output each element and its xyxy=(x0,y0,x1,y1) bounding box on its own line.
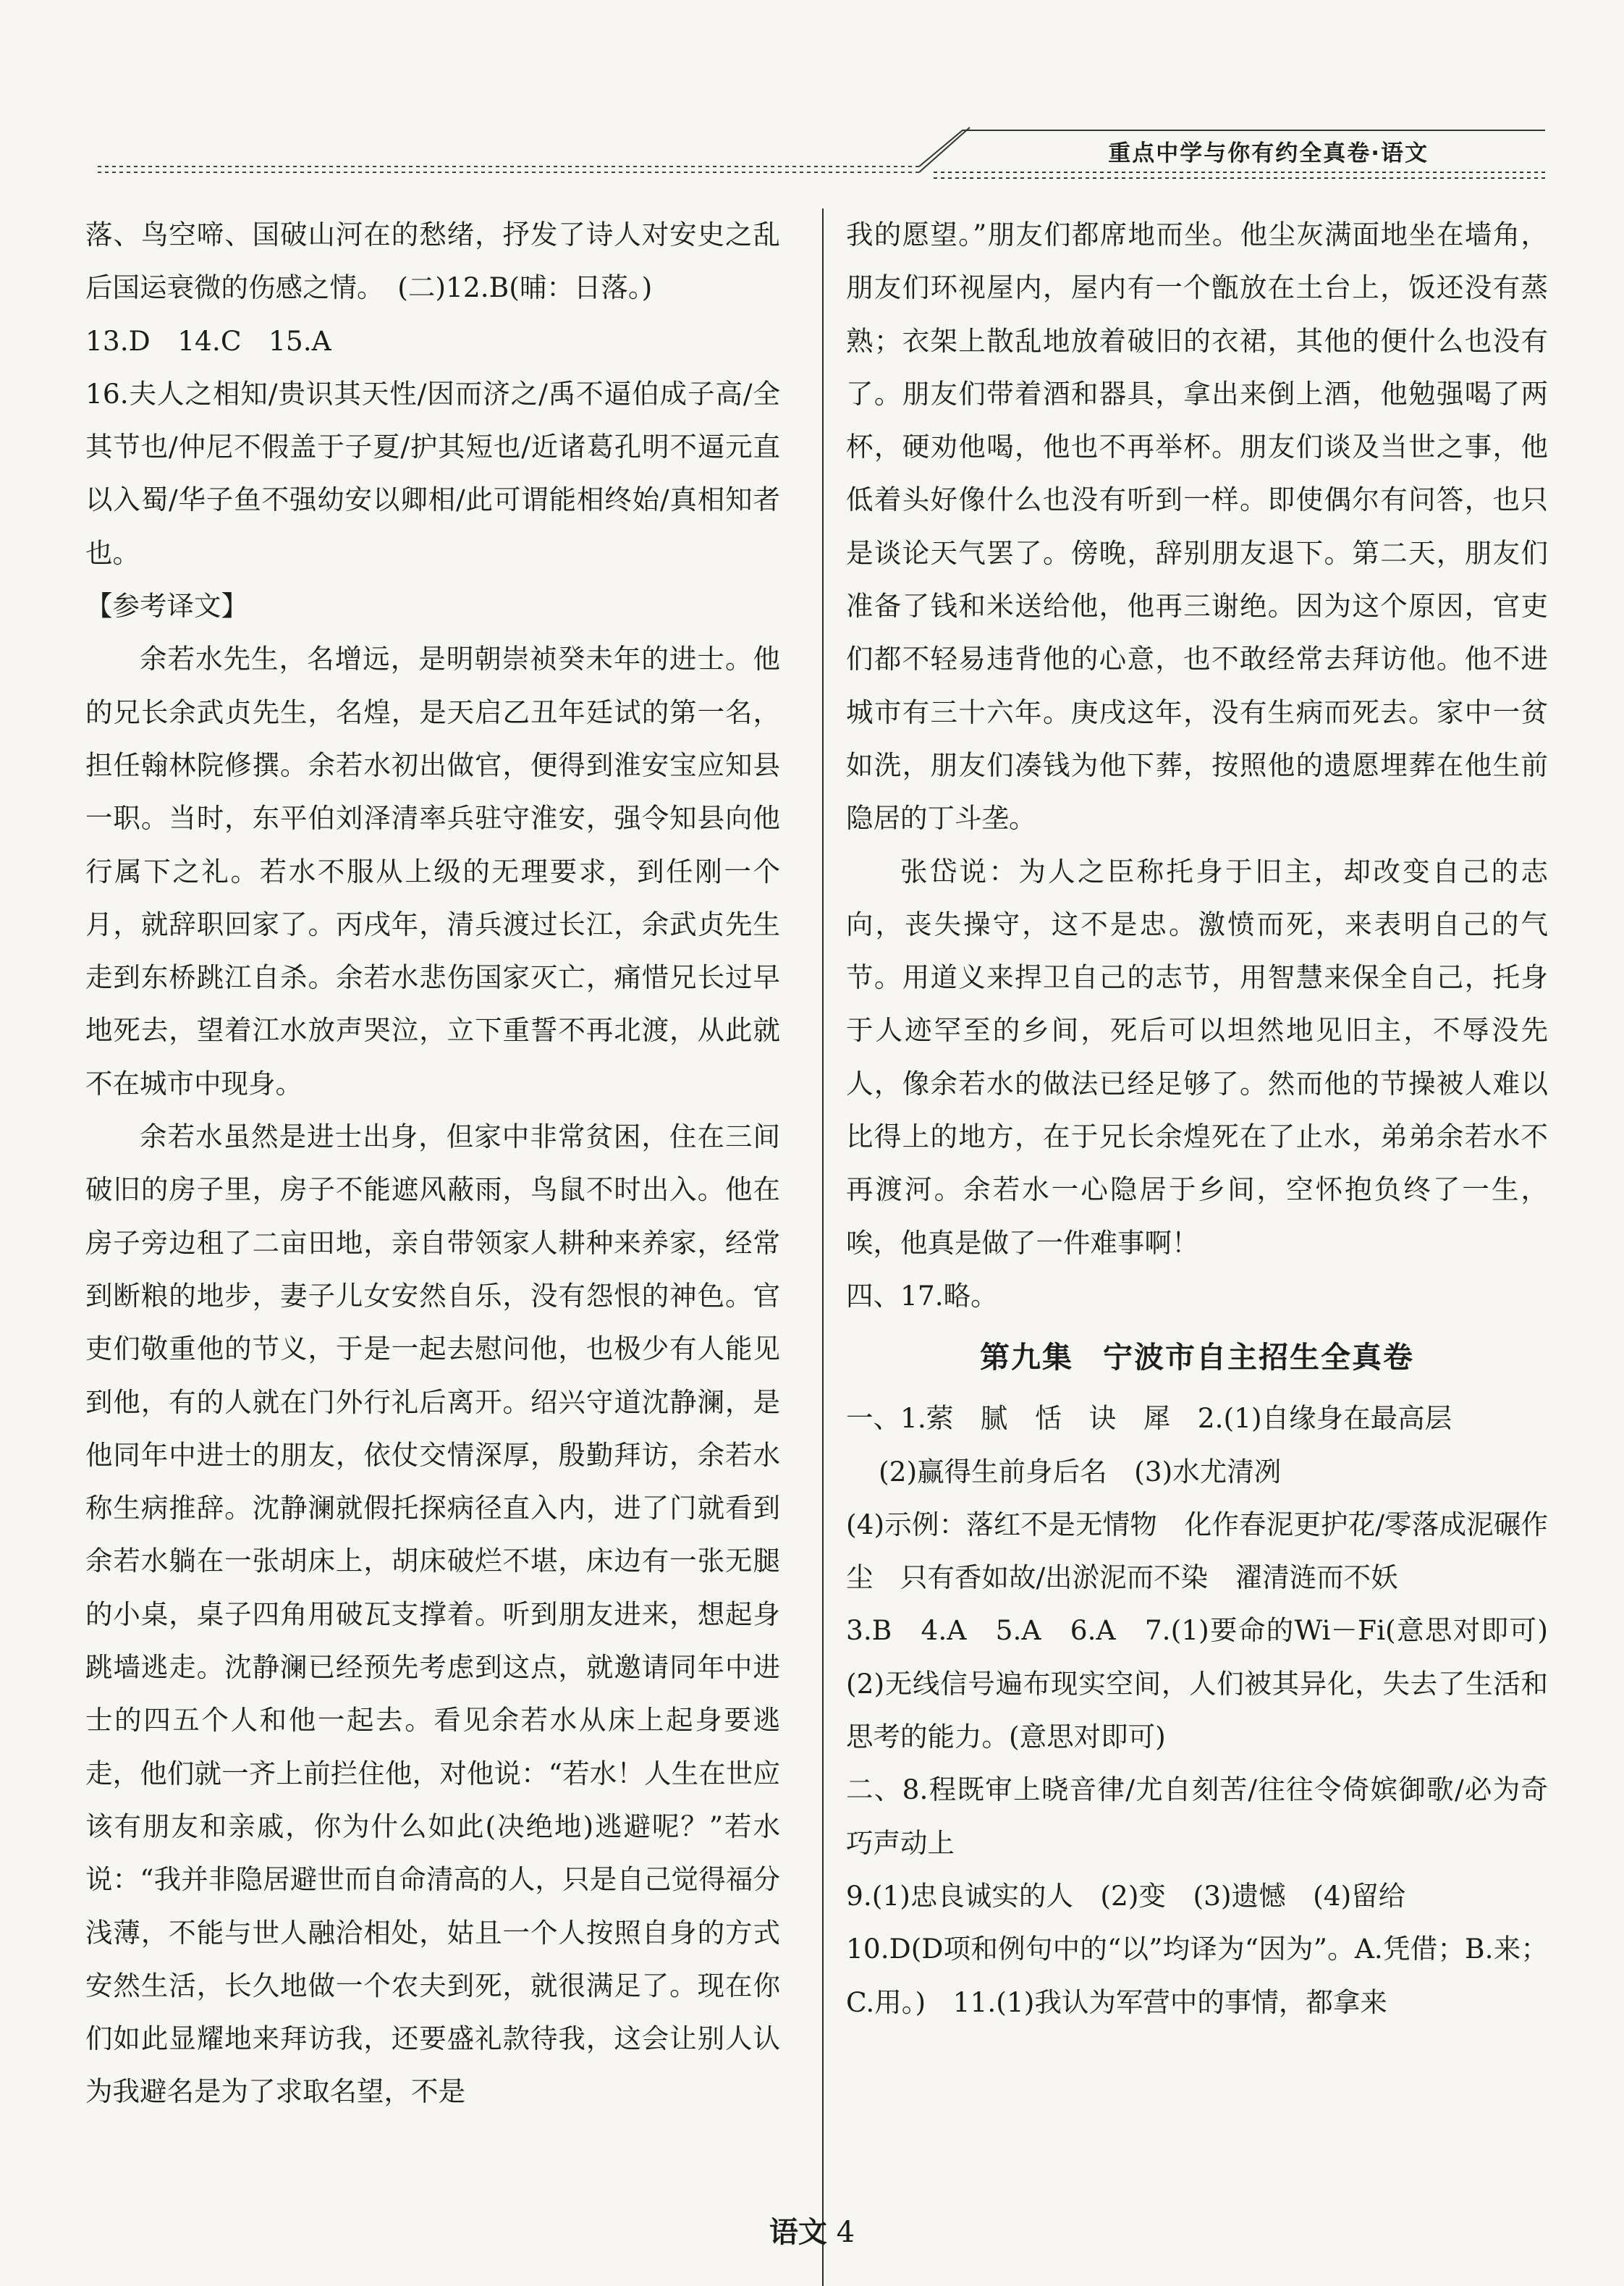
paragraph: 16.夫人之相知/贵识其天性/因而济之/禹不逼伯成子高/全其节也/仲尼不假盖于子夏/护其短也/近诸葛孔明不逼元直以入蜀/华子鱼不强幼安以卿相/此可谓能相终始/真相知者也。 xyxy=(85,377,780,569)
paragraph: (4)示例：落红不是无情物 化作春泥更护花/零落成泥碾作尘 只有香如故/出淤泥而不染 濯清涟而不妖 xyxy=(846,1508,1548,1594)
page-number: 4 xyxy=(836,2216,855,2249)
paragraph: 二、8.程既审上晓音律/尤自刻苦/往往令倚嫔御歌/必为奇巧声动上 xyxy=(846,1773,1548,1859)
left-column xyxy=(85,208,780,2119)
page-footer xyxy=(0,2209,1624,2251)
paragraph: 四、17.略。 xyxy=(846,1279,998,1312)
right-column xyxy=(846,208,1576,2029)
column-divider xyxy=(822,208,824,2286)
section-label: 第九集 xyxy=(980,1340,1073,1375)
section-title xyxy=(846,1323,1548,1392)
footer-subject: 语文 xyxy=(769,2216,827,2249)
paragraph: 余若水先生，名增远，是明朝崇祯癸未年的进士。他的兄长余武贞先生，名煌，是天启乙丑年廷试的第一名，担任翰林院修撰。余若水初出做官，便得到淮安宝应知县一职。当时，东平伯刘泽清率兵驻守淮安，强令知县向他行属下之礼。若水不服从上级的无理要求，到任刚一个月，就辞职回家了。丙戌年，清兵渡过长江，余武贞先生走到东桥跳江自杀。余若水悲伤国家灭亡，痛惜兄长过早地死去，望着江水放声哭泣，立下重誓不再北渡，从此就不在城市中现身。 xyxy=(85,643,780,1100)
paragraph: 【参考译文】 xyxy=(85,590,248,623)
paragraph: 余若水虽然是进士出身，但家中非常贫困，住在三间破旧的房子里，房子不能遮风蔽雨，鸟鼠不时出入。他在房子旁边租了二亩田地，亲自带领家人耕种来养家，经常到断粮的地步，妻子儿女安然自乐，没有怨恨的神色。官吏们敬重他的节义，于是一起去慰问他，也极少有人能见到他，有的人就在门外行礼后离开。绍兴守道沈静澜，是他同年中进士的朋友，依仗交情深厚，殷勤拜访，余若水称生病推辞。沈静澜就假托探病径直入内，进了门就看到余若水躺在一张胡床上，胡床破烂不堪，床边有一张无腿的小桌，桌子四角用破瓦支撑着。听到朋友进来，想起身跳墙逃走。沈静澜已经预先考虑到这点，就邀请同年中进士的四五个人和他一起去。看见余若水从床上起身要逃走，他们就一齐上前拦住他，对他说：“若水！人生在世应该有朋友和亲戚，你为什么如此(决绝地)逃避呢？”若水说：“我并非隐居避世而自命清高的人，只是自己觉得福分浅薄，不能与世人融洽相处，姑且一个人按照自身的方式安然生活，长久地做一个农夫到死，就很满足了。现在你们如此显耀地来拜访我，还要盛礼款待我，这会让别人认为我避名是为了求取名望，不是 xyxy=(85,1121,780,2108)
header-ornament xyxy=(0,0,1624,203)
section-name: 宁波市自主招生全真卷 xyxy=(1103,1340,1414,1375)
paragraph: 10.D(D项和例句中的“以”均译为“因为”。A.凭借；B.来；C.用。) 11.(1)我认为军营中的事情，都拿来 xyxy=(846,1933,1548,2018)
paragraph: 9.(1)忠良诚实的人 (2)变 (3)遗憾 (4)留给 xyxy=(846,1879,1406,1912)
paragraph: 我的愿望。”朋友们都席地而坐。他尘灰满面地坐在墙角，朋友们环视屋内，屋内有一个甑放在土台上，饭还没有蒸熟；衣架上散乱地放着破旧的衣裙，其他的便什么也没有了。朋友们带着酒和器具，拿出来倒上酒，他勉强喝了两杯，硬劝他喝，他也不再举杯。朋友们谈及当世之事，他低着头好像什么也没有听到一样。即使偶尔有问答，也只是谈论天气罢了。傍晚，辞别朋友退下。第二天，朋友们准备了钱和米送给他，他再三谢绝。因为这个原因，官吏们都不轻易违背他的心意，也不敢经常去拜访他。他不进城市有三十六年。庚戌这年，没有生病而死去。家中一贫如洗，朋友们凑钱为他下葬，按照他的遗愿埋葬在他生前隐居的丁斗垄。 xyxy=(846,219,1548,835)
paragraph: 一、1.萦 腻 恬 诀 犀 2.(1)自缘身在最高层 xyxy=(846,1402,1452,1435)
paragraph: 落、鸟空啼、国破山河在的愁绪，抒发了诗人对安史之乱后国运衰微的伤感之情。 (二)12.B(晡：日落。) xyxy=(85,219,780,304)
paragraph: 13.D 14.C 15.A xyxy=(85,324,331,357)
paragraph: 张岱说：为人之臣称托身于旧主，却改变自己的志向，丧失操守，这不是忠。激愤而死，来表明自己的气节。用道义来捍卫自己的志节，用智慧来保全自己，托身于人迹罕至的乡间，死后可以坦然地见旧主，不辱没先人，像余若水的做法已经足够了。然而他的节操被人难以比得上的地方，在于兄长余煌死在了止水，弟弟余若水不再渡河。余若水一心隐居于乡间，空怀抱负终了一生，唉，他真是做了一件难事啊！ xyxy=(846,855,1548,1259)
page-header xyxy=(0,0,1624,203)
paragraph: (2)赢得生前身后名 (3)水尤清冽 xyxy=(879,1455,1282,1488)
header-title: 重点中学与你有约全真卷·语文 xyxy=(1108,140,1429,166)
paragraph: 3.B 4.A 5.A 6.A 7.(1)要命的Wi－Fi(意思对即可) (2)无线信号遍布现实空间，人们被其异化，失去了生活和思考的能力。(意思对即可) xyxy=(846,1614,1576,1753)
